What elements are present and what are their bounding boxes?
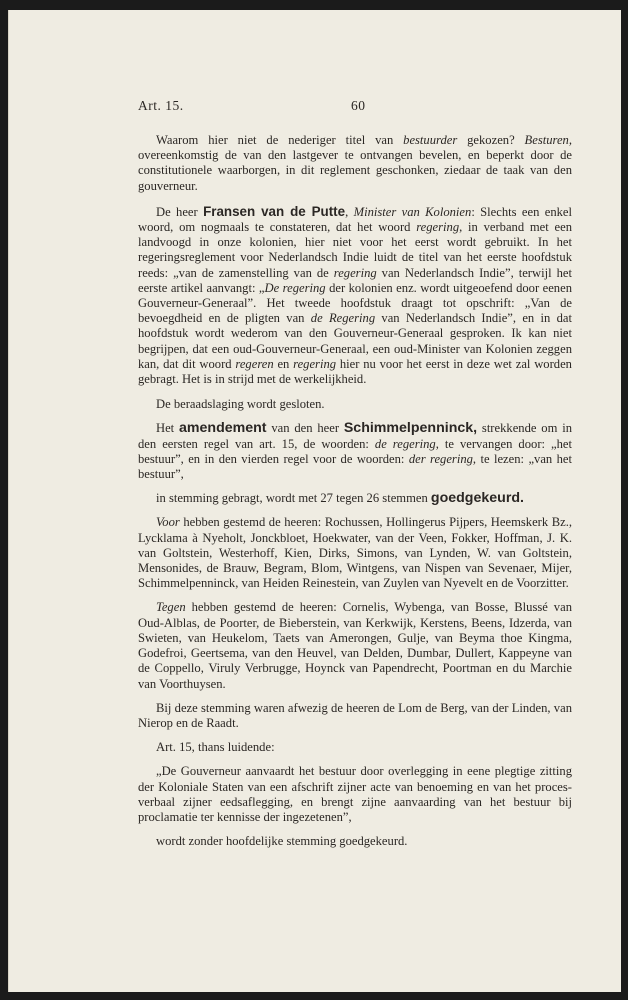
page-number: 60 — [351, 98, 366, 113]
speaker-name: Fransen van de Putte — [203, 203, 346, 219]
page-body — [138, 98, 572, 858]
paragraph-fransen-speech: De heer Fransen van de Putte, Minister van Kolonien: Slechts een enkel woord, om nogmaals te constateren, dat het woord regering, in verband met een landvoogd in onze kolonien, hier niet voor het eerst wordt gebruikt. In het regeringsreglement voor Nederlandsch Indie luidt de titel van het eerste hoofdstuk reeds: „van de zamenstelling van de regering van Nederlandsch Indie”, terwijl het eerste artikel aanvangt: „De regering der kolonien enz. wordt uitgeoefend door eenen Gouverneur-Generaal”. Het tweede hoofdstuk draagt tot opschrift: „Van de bevoegdheid en de pligten van de Regering van Nederlandsch Indie”, en in dat hoofdstuk wordt wederom van den Gouverneur-Generaal gesproken. Ik kan niet begrijpen, dat een oud-Gouverneur-Generaal, een oud-Minister van Kolonien zeggen kan, dat dit woord regeren en regering hier nu voor het eerst in deze wet zal worden gebragt. Het is in strijd met de werkelijkheid. — [138, 203, 572, 387]
paragraph-final: wordt zonder hoofdelijke stemming goedgekeurd. — [156, 834, 408, 849]
paragraph-amendement: Het amendement van den heer Schimmelpenninck, strekkende om in den eersten regel van art. 15, de woorden: de regering, te vervangen door: „het bestuur”, en in den vierden regel voor de woorden: der regering, te lezen: „van het bestuur”, — [138, 420, 573, 482]
paragraph-art15: Art. 15, thans luidende: — [156, 740, 275, 755]
paragraph-tegen: Tegen hebben gestemd de heeren: Cornelis, Wybenga, van Bosse, Blussé van Oud-Alblas, de Poorter, de Bieberstein, van Kerkwijk, Kerstens, Beens, Idzerda, van Swieten, van Heukelom, Taets van Amerongen, Gulje, van Beyma thoe Kingma, Godefroi, Geertsema, van den Heuvel, van Delden, Dumbar, Dullert, Kappeyne van de Coppello, Viruly Verbrugge, Hoynck van Papendrecht, Poortman en du Marchie van Voorthuysen. — [138, 600, 572, 691]
mover-name: Schimmelpenninck, — [343, 420, 478, 437]
paragraph-beraadslaging: De beraadslaging wordt gesloten. — [156, 397, 325, 412]
paragraph-article-text: „De Gouverneur aanvaardt het bestuur door overlegging in eene plegtige zitting der Koloniale Staten van een afschrift zijner acte van benoeming en van het proces-verbaal zijner eedsaflegging, en brengt zijne aanvaarding van het bestuur bij proclamatie ter kennisse der ingezetenen”, — [138, 764, 572, 824]
paragraph-stemming-result: in stemming gebragt, wordt met 27 tegen 26 stemmen goedgekeurd. — [156, 490, 524, 507]
paragraph-afwezig: Bij deze stemming waren afwezig de heeren de Lom de Berg, van der Linden, van Nierop en de Raadt. — [138, 700, 572, 730]
document-page — [8, 10, 621, 992]
amendement-label: amendement — [179, 420, 267, 437]
result-goedgekeurd: goedgekeurd. — [430, 490, 524, 507]
article-header: Art. 15. — [138, 98, 184, 113]
paragraph-voor: Voor hebben gestemd de heeren: Rochussen, Hollingerus Pijpers, Heemskerk Bz., Lycklama à Nyeholt, Jonckbloet, Hoekwater, van der Veen, Fokker, Hoffman, J. K. van Goltstein, Westerhoff, Kien, Dirks, Simons, van Lynden, W. van Goltstein, Mensonides, de Brauw, Begram, Blom, Wintgens, van Nispen van Sevenaer, Mijer, Schimmelpenninck, van Heiden Reinestein, van Zuylen van Nyevelt en de Voorzitter. — [138, 515, 572, 591]
page-header — [138, 98, 572, 120]
speaker-title: Minister van Kolonien — [353, 204, 472, 219]
paragraph-waarom: Waarom hier niet de nederiger titel van bestuurder gekozen? Besturen, overeenkomstig de van den lastgever te ontvangen bevelen, en beperkt door de constitutionele waarborgen, in dit reglement geschonken, ziedaar de taak van den gouverneur. — [138, 133, 572, 193]
